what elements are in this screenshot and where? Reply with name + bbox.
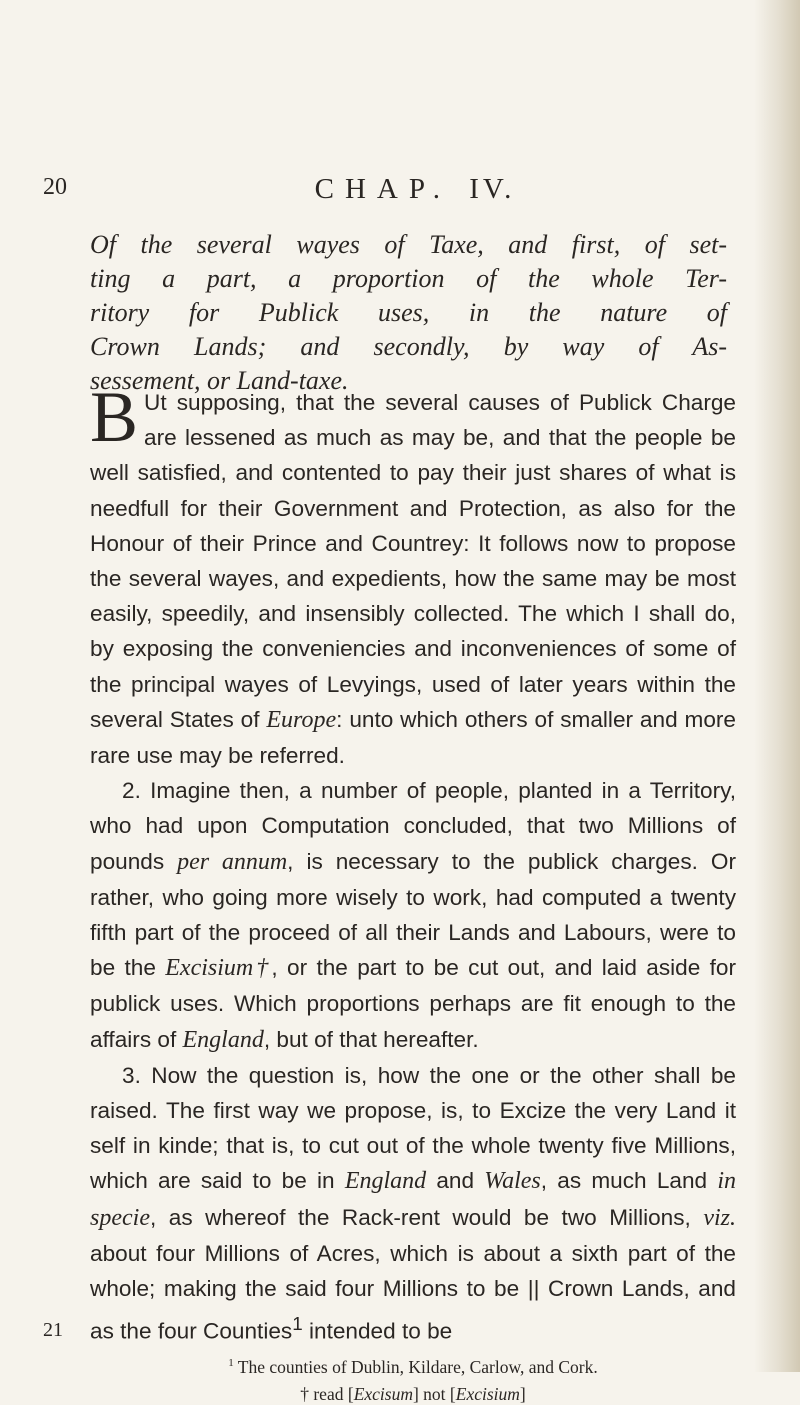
para2-excisium: Excisium†	[165, 955, 272, 982]
para1-europe: Europe	[266, 706, 337, 733]
margin-page-number: 21	[43, 1319, 63, 1342]
section-title	[90, 228, 727, 398]
running-head-numeral: IV.	[469, 173, 516, 205]
footnote-2-a: † read [	[300, 1384, 354, 1405]
footnote-2-excisium: Excisium	[455, 1384, 520, 1405]
title-line: ritory for Publick uses, in the nature of	[90, 298, 727, 327]
footnote-ref: 1	[292, 1313, 303, 1335]
footnote-2-b: ] not [	[412, 1384, 456, 1405]
title-line: Crown Lands; and secondly, by way of As-	[90, 332, 727, 361]
paragraph-3	[90, 1058, 736, 1349]
para2-text-a: 2. Imagine then, a number of people, planted in a Territory, who had upon Computation concluded, that two Millions of pounds	[90, 778, 736, 874]
para3-in-specie: in specie	[90, 1168, 736, 1231]
footnote-1-mark: 1	[228, 1357, 234, 1370]
running-head-chap: CHAP.	[314, 173, 452, 205]
para3-england: England	[344, 1168, 427, 1195]
para2-text-c: , or the part to be cut out, and laid aside for publick uses. Which proportions perhaps are fit enough to the affairs of	[90, 955, 736, 1052]
para2-text-b: , is necessary to the publick charges. Or rather, who going more wisely to work, had computed a twenty fifth part of the proceed of all their Lands and Labours, were to be the	[90, 848, 736, 981]
title-line: Of the several wayes of Taxe, and first, of set-	[90, 230, 727, 259]
title-line: sessement, or Land-taxe.	[90, 366, 349, 395]
para3-wales: Wales	[484, 1168, 541, 1195]
para1-tail: : unto which others of smaller and more rare use may be referred.	[90, 706, 736, 769]
para3-text-b: , as much Land	[540, 1168, 718, 1194]
para3-text-a: 3. Now the question is, how the one or the other shall be raised. The first way we propose, is, to Excize the very Land it self in kinde; that is, to cut out of the whole twenty five Millions, which are said to be in	[90, 1062, 736, 1194]
para2-england: England	[182, 1026, 264, 1053]
paragraph-2	[90, 773, 736, 1058]
footnote-1-text: The counties of Dublin, Kildare, Carlow, and Cork.	[237, 1357, 598, 1378]
page-number: 20	[43, 174, 67, 200]
para3-text-e: intended to be	[302, 1318, 453, 1344]
footnote-2-excisum: Excisum	[353, 1384, 413, 1405]
para1-text: Ut supposing, that the several causes of Publick Charge are lessened as much as may be, and that the people be well satisfied, and contented to pay their just shares of what is needfull for their Government and Protection, as also for the Honour of their Prince and Countrey: It follows now to propose the several wayes, and expedients, how the same may be most easily, speedily, and insensibly collected. The which I shall do, by exposing the conveniencies and inconveniences of some of the principal wayes of Levyings, used of later years within the several States of	[90, 390, 736, 732]
footnote-2	[90, 1384, 736, 1405]
para3-viz: viz.	[703, 1204, 736, 1231]
para2-per-annum: per annum	[177, 848, 288, 875]
para3-text-d: about four Millions of Acres, which is about a sixth part of the whole; making the said four Millions to be || Crown Lands, and as the four Counties	[90, 1240, 736, 1344]
footnote-2-c: ]	[519, 1384, 526, 1405]
running-head	[0, 173, 800, 206]
para3-text-c: , as whereof the Rack-rent would be two Millions,	[149, 1204, 704, 1230]
footnote-1	[90, 1357, 736, 1378]
para3-and: and	[426, 1168, 485, 1194]
title-line: ting a part, a proportion of the whole Ter-	[90, 264, 727, 293]
drop-cap: B	[90, 377, 139, 457]
para2-text-d: , but of that hereafter.	[263, 1026, 479, 1052]
